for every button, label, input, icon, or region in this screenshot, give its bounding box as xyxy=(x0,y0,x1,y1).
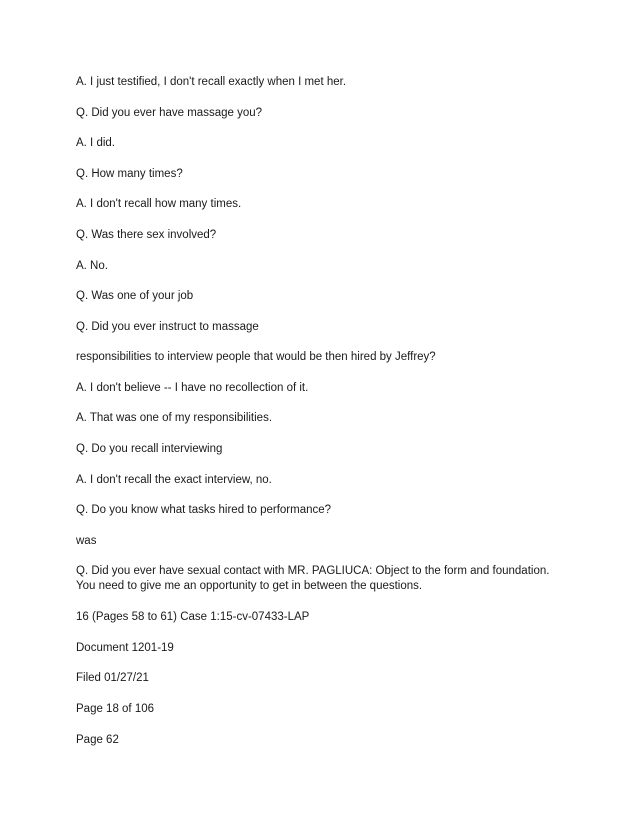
transcript-line: A. I don't recall the exact interview, no. xyxy=(76,474,272,486)
transcript-line: A. No. xyxy=(76,260,108,272)
transcript-line: Q. Do you recall interviewing xyxy=(76,443,223,455)
transcript-line: A. I did. xyxy=(76,137,115,149)
transcript-line: Q. Did you ever have sexual contact with MR. PAGLIUCA: Object to the form and foundation. You need to give me an opportunity to get in between the questions. xyxy=(76,565,550,592)
page-number: Page 62 xyxy=(76,734,119,746)
transcript-line: A. I don't believe -- I have no recollection of it. xyxy=(76,382,309,394)
transcript-line: was xyxy=(76,535,97,547)
transcript-line: Q. Was one of your job xyxy=(76,290,194,302)
filed-date: Filed 01/27/21 xyxy=(76,672,149,684)
page-of-total: Page 18 of 106 xyxy=(76,703,155,715)
transcript-line: responsibilities to interview people that would be then hired by Jeffrey? xyxy=(76,351,436,363)
transcript-line: Q. Did you ever have massage you? xyxy=(76,107,263,119)
transcript-line: A. That was one of my responsibilities. xyxy=(76,412,273,424)
transcript-line: Q. Did you ever instruct to massage xyxy=(76,321,259,333)
document-number: Document 1201-19 xyxy=(76,642,174,654)
transcript-line: A. I just testified, I don't recall exactly when I met her. xyxy=(76,76,347,88)
transcript-line: A. I don't recall how many times. xyxy=(76,198,242,210)
transcript-line: Q. Was there sex involved? xyxy=(76,229,217,241)
transcript-line: Q. How many times? xyxy=(76,168,183,180)
transcript-line: Q. Do you know what tasks hired to performance? xyxy=(76,504,332,516)
case-reference: 16 (Pages 58 to 61) Case 1:15-cv-07433-LAP xyxy=(76,611,310,623)
